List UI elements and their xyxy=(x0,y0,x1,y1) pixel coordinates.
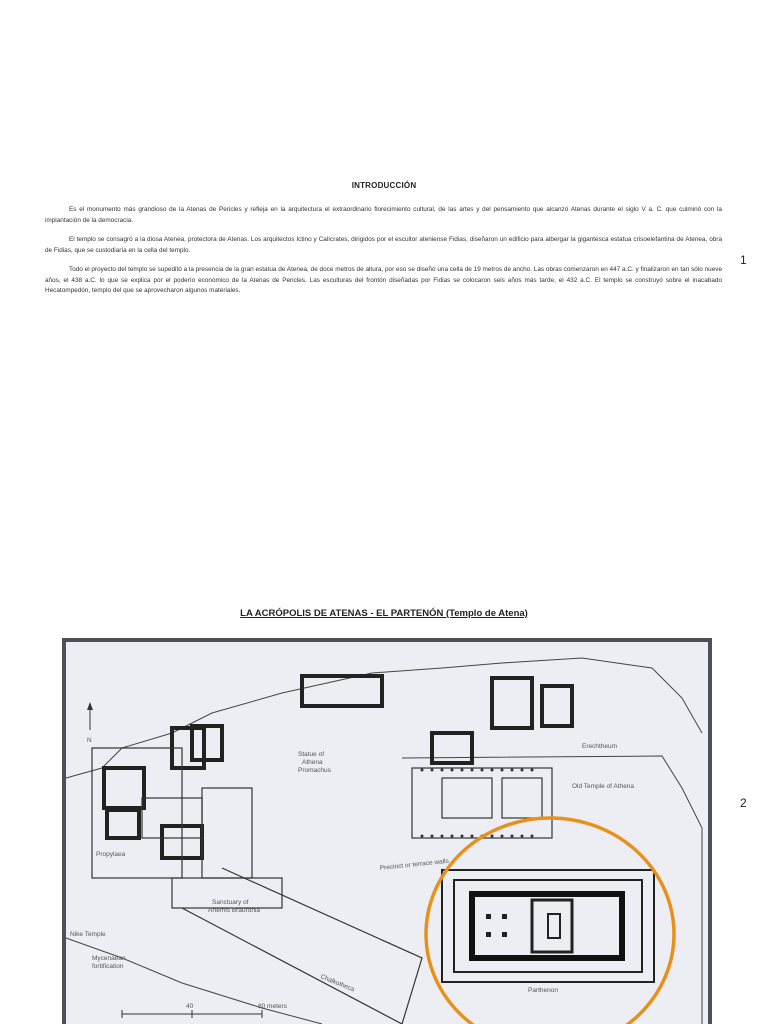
label-precinct: Precinct or terrace walls xyxy=(379,857,450,872)
label-parthenon: Parthenon xyxy=(528,987,558,994)
label-old-temple: Old Temple of Athena xyxy=(572,783,635,790)
label-scale-40: 40 xyxy=(186,1003,194,1010)
acropolis-plan xyxy=(62,638,712,1024)
label-north: N xyxy=(87,737,92,744)
label-mycenaean-1: Mycenaean xyxy=(92,955,126,962)
page-number-2: 2 xyxy=(740,796,747,810)
label-erechtheum: Erechtheum xyxy=(582,743,618,750)
figure-title: LA ACRÓPOLIS DE ATENAS - EL PARTENÓN (Templo de Atena) xyxy=(240,608,528,619)
label-mycenaean-2: fortification xyxy=(92,963,124,970)
intro-paragraph-1: Es el monumento más grandioso de la Atenas de Pericles y refleja en la arquitectura el extraordinario florecimiento cultural, de las artes y del pensamiento que alcanzó Atenas durante el siglo V a. C. que culminó con la implantación de la democracia. xyxy=(45,206,722,224)
label-statue-1: Statue of xyxy=(298,751,325,758)
label-statue-3: Promachus xyxy=(298,767,331,774)
acropolis-plan-slide xyxy=(62,638,712,1024)
intro-title: INTRODUCCIÓN xyxy=(351,181,417,190)
label-chalkotheca: Chalkotheca xyxy=(319,973,356,994)
label-sanctuary-1: Sanctuary of xyxy=(212,899,249,906)
label-sanctuary-2: Artemis Brauronia xyxy=(208,907,261,914)
label-nike: Nike Temple xyxy=(70,931,106,938)
label-statue-2: Athena xyxy=(302,759,323,766)
page-number-1: 1 xyxy=(740,253,747,267)
label-propylaea: Propylaea xyxy=(96,851,126,858)
intro-body xyxy=(45,205,722,306)
intro-paragraph-3: Todo el proyecto del templo se supeditó a la presencia de la gran estatua de Atenea, de doce metros de altura, por eso se diseñó una cella de 19 metros de ancho. Las obras comenzaron en 447 a.C. y finalizaron en tan sólo nueve años, el 438 a.C. lo que se explica por el poderío económico de la Atenas de Pericles. Las esculturas del frontón diseñadas por Fidias se colocaron seis años más tarde, el 432 a.C. El templo se construyó sobre el inacabado Hecatompedón, templo del que se aprovecharon algunos materiales. xyxy=(45,266,722,294)
intro-paragraph-2: El templo se consagró a la diosa Atenea, protectora de Atenas. Los arquitectos Ictino y Calícrates, dirigidos por el escultor ateniense Fidias, diseñaron un edificio para albergar la gigantesca estatua crisoelefantina de Atenea, obra de Fidias, que se custodiaría en la cella del templo. xyxy=(45,236,722,254)
label-scale-80: 80 meters xyxy=(258,1003,287,1010)
